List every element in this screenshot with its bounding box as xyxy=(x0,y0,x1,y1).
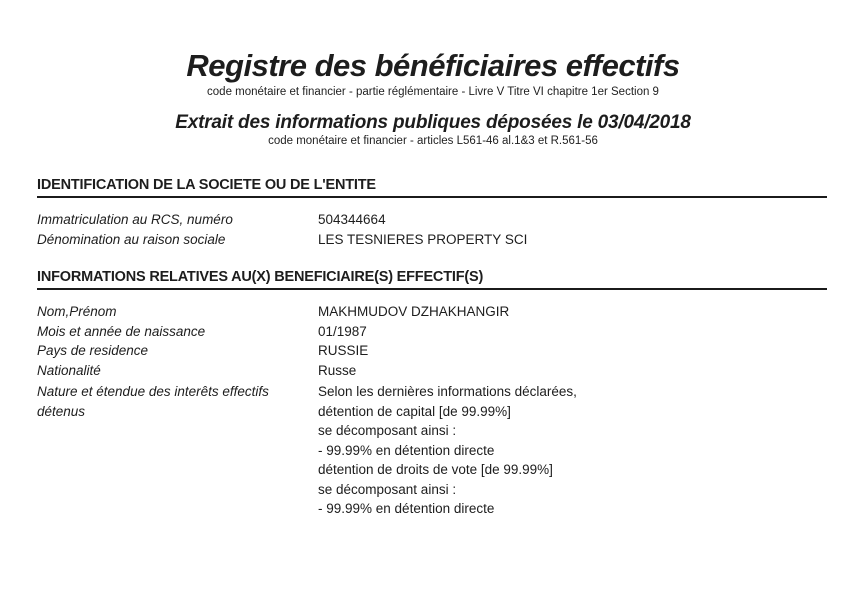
field-value: 504344664 xyxy=(318,212,386,228)
field-label: Mois et année de naissance xyxy=(37,323,206,339)
field-row-company-name xyxy=(37,230,827,250)
field-row-birth xyxy=(37,322,827,342)
field-value xyxy=(318,382,827,519)
document-header xyxy=(0,0,866,148)
field-value: RUSSIE xyxy=(318,343,369,359)
field-label: Immatriculation au RCS, numéro xyxy=(37,212,233,228)
title-legal-reference: code monétaire et financier - partie réglémentaire - Livre V Titre VI chapitre 1er Section 9 xyxy=(207,85,659,98)
field-value-line: détention de capital [de 99.99%] xyxy=(318,403,511,419)
field-value: MAKHMUDOV DZHAKHANGIR xyxy=(318,304,510,320)
field-value: LES TESNIERES PROPERTY SCI xyxy=(318,231,528,247)
section-beneficiaires-heading: INFORMATIONS RELATIVES AU(X) BENEFICIAIRE(S) EFFECTIF(S) xyxy=(37,270,827,290)
section-identification-fields xyxy=(37,210,827,249)
page-title: Registre des bénéficiaires effectifs xyxy=(186,48,680,83)
page-subtitle: Extrait des informations publiques déposées le 03/04/2018 xyxy=(175,111,691,133)
section-beneficiaires xyxy=(37,270,827,519)
field-value-line: détention de droits de vote [de 99.99%] xyxy=(318,462,553,478)
section-identification-heading: IDENTIFICATION DE LA SOCIETE OU DE L'ENTITE xyxy=(37,178,827,198)
field-value: 01/1987 xyxy=(318,323,367,339)
document-body xyxy=(37,178,827,519)
field-value-line: - 99.99% en détention directe xyxy=(318,442,495,458)
section-beneficiaires-fields xyxy=(37,302,827,519)
field-value-line: se décomposant ainsi : xyxy=(318,481,457,497)
field-row-name xyxy=(37,302,827,322)
subtitle-legal-reference: code monétaire et financier - articles L561-46 al.1&3 et R.561-56 xyxy=(268,135,598,148)
section-identification xyxy=(37,178,827,249)
field-value-line: Selon les dernières informations déclarées, xyxy=(318,384,577,400)
field-value-line: - 99.99% en détention directe xyxy=(318,501,495,517)
field-label: Dénomination au raison sociale xyxy=(37,231,226,247)
field-value-line: se décomposant ainsi : xyxy=(318,423,457,439)
field-label: Nature et étendue des interêts effectifs détenus xyxy=(37,384,269,419)
field-value: Russe xyxy=(318,362,357,378)
field-label: Nationalité xyxy=(37,362,101,378)
field-row-nationality xyxy=(37,361,827,381)
field-row-interests xyxy=(37,382,827,519)
field-label: Nom,Prénom xyxy=(37,304,117,320)
field-row-rcs-number xyxy=(37,210,827,230)
field-row-residence xyxy=(37,341,827,361)
field-label: Pays de residence xyxy=(37,343,149,359)
